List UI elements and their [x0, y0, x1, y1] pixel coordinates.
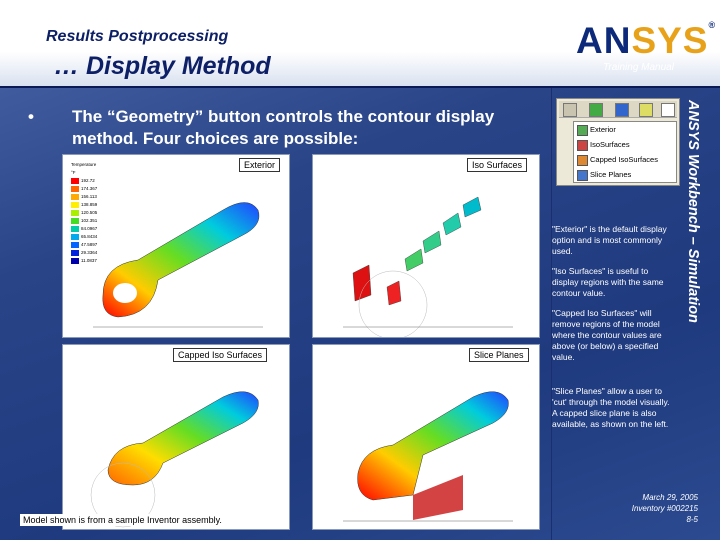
header-divider — [0, 86, 720, 88]
panel-label: Slice Planes — [469, 348, 529, 362]
toolbar-icon[interactable] — [639, 103, 653, 117]
toolbar-icon[interactable] — [563, 103, 577, 117]
vertical-title: ANSYS Workbench – Simulation — [685, 100, 701, 323]
footer-date: March 29, 2005 — [642, 493, 698, 502]
logo-main: AN — [576, 20, 632, 61]
capped-isosurfaces-icon — [577, 155, 588, 166]
footer-info — [604, 492, 698, 525]
legend-value: 192.72 — [71, 177, 97, 185]
legend-value: 84.0967 — [71, 225, 97, 233]
toolbar-icon[interactable] — [661, 103, 675, 117]
note-capped-iso-surfaces: "Capped Iso Surfaces" will remove regions of the model where the contour values are above (or below) a specified value. — [552, 308, 662, 362]
bullet-marker: • — [28, 107, 34, 126]
slide-title: Results Postprocessing — [46, 28, 229, 45]
logo-accent: SYS — [631, 20, 709, 61]
slice-planes-icon — [577, 170, 588, 181]
geometry-button-icon[interactable] — [589, 103, 603, 117]
panel-label: Iso Surfaces — [467, 158, 527, 172]
isosurfaces-icon — [577, 140, 588, 151]
panel-capped-iso-surfaces — [62, 344, 290, 530]
menu-item-exterior[interactable]: Exterior — [574, 122, 676, 137]
training-manual-label: Training Manual — [603, 62, 674, 73]
panel-label: Capped Iso Surfaces — [173, 348, 267, 362]
legend-unit: °F — [71, 170, 76, 175]
legend-title: Temperature — [71, 162, 97, 167]
panel-iso-surfaces — [312, 154, 540, 338]
legend-value: 120.505 — [71, 209, 97, 217]
legend-value: 102.351 — [71, 217, 97, 225]
ansys-logo — [576, 20, 716, 62]
model-render-slice-planes — [313, 345, 539, 529]
note-slice-planes: "Slice Planes" allow a user to 'cut' through the model visually. A capped slice plane is also available, as shown on the left. — [552, 386, 670, 429]
bullet-text: The “Geometry” button controls the contour display method. Four choices are possible: — [72, 107, 495, 148]
model-source-note: Model shown is from a sample Inventor assembly. — [20, 514, 225, 526]
menu-item-capped-isosurfaces[interactable]: Capped IsoSurfaces — [574, 152, 676, 167]
legend-value: 47.5897 — [71, 241, 97, 249]
logo-reg: ® — [708, 20, 717, 30]
note-exterior: "Exterior" is the default display option and is most commonly used. — [552, 224, 667, 256]
note-iso-surfaces: "Iso Surfaces" is useful to display regions with the same contour value. — [552, 266, 664, 298]
exterior-icon — [577, 125, 588, 136]
menu-item-isosurfaces[interactable]: IsoSurfaces — [574, 137, 676, 152]
toolbar-row — [559, 101, 677, 118]
model-render-capped-iso — [63, 345, 289, 529]
footer-page-number: 8-5 — [686, 515, 698, 524]
model-render-exterior — [63, 155, 289, 337]
panel-slice-planes — [312, 344, 540, 530]
slide-subtitle: … Display Method — [54, 52, 271, 80]
legend-value: 138.859 — [71, 201, 97, 209]
legend-value: 11.0837 — [71, 257, 97, 265]
panel-label: Exterior — [239, 158, 280, 172]
model-render-iso-surfaces — [313, 155, 539, 337]
menu-item-slice-planes[interactable]: Slice Planes — [574, 167, 676, 182]
legend-value: 65.8434 — [71, 233, 97, 241]
legend-value: 174.367 — [71, 185, 97, 193]
geometry-dropdown-menu — [573, 121, 677, 183]
footer-inventory: Inventory #002215 — [631, 504, 698, 513]
legend-value: 156.113 — [71, 193, 97, 201]
geometry-toolbar — [556, 98, 680, 186]
panel-exterior — [62, 154, 290, 338]
legend-value: 29.3364 — [71, 249, 97, 257]
toolbar-icon[interactable] — [615, 103, 629, 117]
